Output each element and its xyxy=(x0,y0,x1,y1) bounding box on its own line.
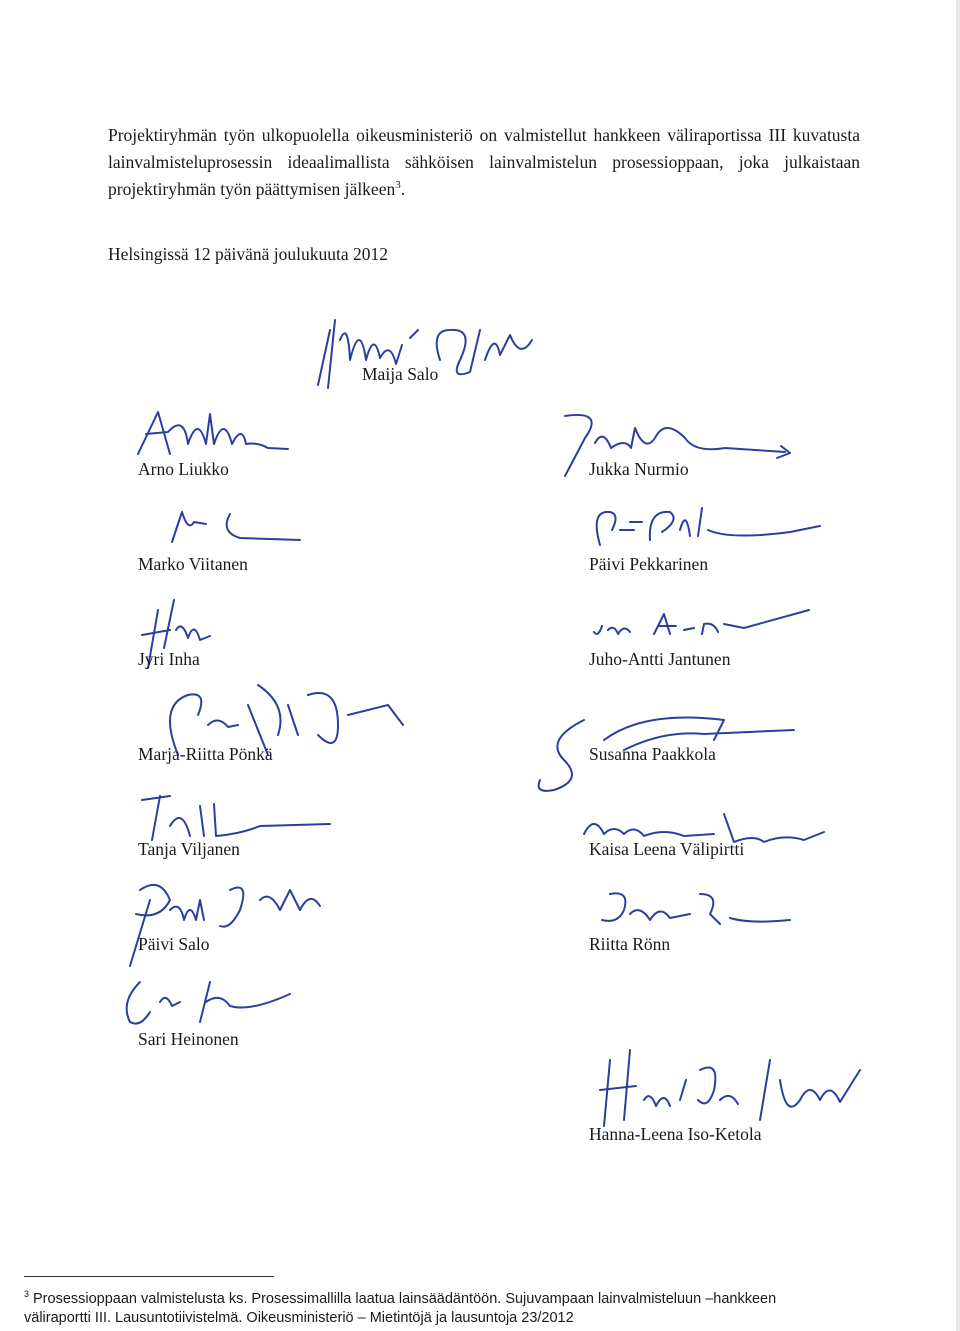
footnote xyxy=(24,1290,844,1328)
signature-arno-liukko xyxy=(128,404,298,464)
name-juho-antti-jantunen: Juho-Antti Jantunen xyxy=(589,649,731,669)
signature-riitta-ronn xyxy=(590,884,800,939)
name-marja-riitta-ponka: Marja-Riitta Pönkä xyxy=(138,744,273,764)
footnote-number: 3 xyxy=(24,1289,30,1300)
name-kaisa-leena-valipirtti: Kaisa Leena Välipirtti xyxy=(589,839,745,859)
name-jyri-inha: Jyri Inha xyxy=(138,649,200,669)
signature-maija-salo xyxy=(300,300,560,400)
name-riitta-ronn: Riitta Rönn xyxy=(589,934,671,954)
name-arno-liukko: Arno Liukko xyxy=(138,459,229,479)
paragraph-period: . xyxy=(400,179,406,199)
page-edge xyxy=(956,0,960,1331)
place-and-date: Helsingissä 12 päivänä joulukuuta 2012 xyxy=(108,244,388,264)
name-jukka-nurmio: Jukka Nurmio xyxy=(589,459,689,479)
paragraph-text: Projektiryhmän työn ulkopuolella oikeusministeriö on valmistellut hankkeen väliraportissa III kuvatusta lainvalmisteluprosessin ideaalimallista sähköisen lainvalmistelun prosessioppaan, joka julkaistaan projektiryhmän työn päättymisen jälkeen xyxy=(108,125,860,199)
signature-hanna-leena-iso-ketola xyxy=(590,1040,890,1130)
footnote-text: Prosessioppaan valmistelusta ks. Prosessimallilla laatua lainsäädäntöön. Sujuvampaan lainvalmisteluun –hankkeen väliraportti III. Lausuntotiivistelmä. Oikeusministeriö – Mietintöjä ja lausuntoja 23/2012 xyxy=(24,1291,777,1326)
name-susanna-paakkola: Susanna Paakkola xyxy=(589,744,716,764)
name-hanna-leena-iso-ketola: Hanna-Leena Iso-Ketola xyxy=(589,1124,762,1144)
name-sari-heinonen: Sari Heinonen xyxy=(138,1029,239,1049)
signature-paivi-salo xyxy=(110,870,330,970)
signature-sari-heinonen xyxy=(110,972,300,1032)
signature-marko-viitanen xyxy=(160,502,310,552)
footnote-reference: 3 xyxy=(395,179,401,192)
body-paragraph xyxy=(108,122,860,203)
signature-tanja-viljanen xyxy=(130,786,350,846)
footnote-separator xyxy=(24,1276,274,1277)
signature-juho-antti-jantunen xyxy=(584,604,814,644)
name-paivi-salo: Päivi Salo xyxy=(138,934,210,954)
name-tanja-viljanen: Tanja Viljanen xyxy=(138,839,240,859)
name-maija-salo: Maija Salo xyxy=(362,364,439,384)
name-paivi-pekkarinen: Päivi Pekkarinen xyxy=(589,554,709,574)
name-marko-viitanen: Marko Viitanen xyxy=(138,554,248,574)
signature-paivi-pekkarinen xyxy=(590,500,830,555)
